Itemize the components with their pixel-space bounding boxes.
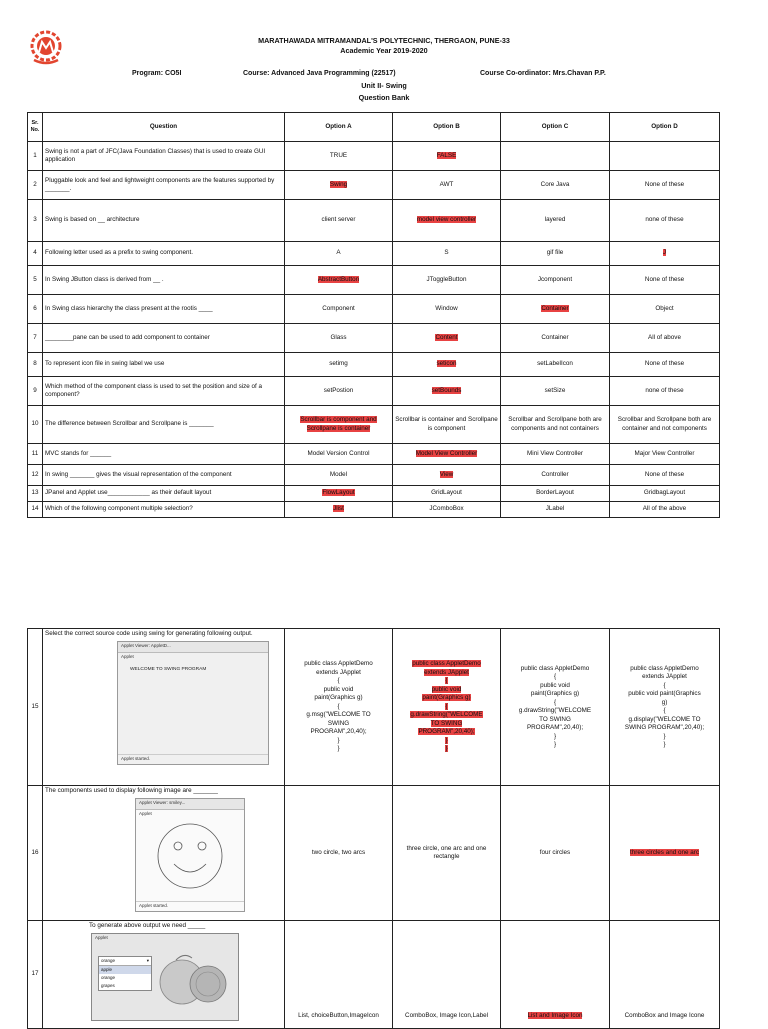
option-b	[393, 406, 501, 444]
table-row	[28, 242, 720, 266]
row-number: 12	[28, 465, 43, 486]
option-b	[393, 142, 501, 171]
option-text: Scrollbar and Scrollpane both are container and not components	[617, 416, 712, 432]
list-item: grapes	[101, 982, 115, 988]
option-c	[501, 324, 610, 353]
option-text: setimg	[329, 360, 348, 368]
question-text: In swing _______ gives the visual representation of the component	[43, 465, 285, 486]
option-a	[285, 295, 393, 324]
option-a	[285, 266, 393, 295]
option-c	[501, 142, 610, 171]
option-text: Content	[435, 333, 458, 341]
option-a	[285, 171, 393, 200]
row-number: 11	[28, 444, 43, 465]
table-row	[28, 486, 720, 502]
option-text: GridbagLayout	[643, 489, 686, 497]
option-text: FALSE	[436, 151, 457, 159]
correct-answer-highlight: List and Image Icon	[527, 1011, 583, 1019]
option-a: two circle, two arcs	[285, 786, 393, 921]
option-text: All of above	[648, 333, 681, 341]
row-number: 7	[28, 324, 43, 353]
option-text: Controller	[541, 470, 569, 478]
table-row	[28, 171, 720, 200]
option-b	[393, 266, 501, 295]
option-text: setBounds	[431, 386, 462, 394]
coordinator-label: Course Co-ordinator: Mrs.Chavan P.P.	[480, 70, 606, 77]
table-row	[28, 353, 720, 377]
option-a	[285, 377, 393, 406]
option-text: Model	[329, 470, 348, 478]
option-b	[393, 377, 501, 406]
question-text: To generate above output we need _____	[89, 922, 206, 929]
question-text: Which of the following component multiple selection?	[43, 502, 285, 518]
option-text: none of these	[645, 386, 684, 394]
table-row	[28, 465, 720, 486]
question-text: Which method of the component class is used to set the position and size of a component?	[43, 377, 285, 406]
question-text: The components used to display following image are _______	[45, 787, 218, 794]
option-text: Swing	[329, 180, 348, 188]
question-text: Pluggable look and feel and lightweight components are the features supported by _______.	[43, 171, 285, 200]
option-text: Container	[541, 333, 569, 341]
option-text: None of these	[644, 180, 685, 188]
option-c: public class AppletDemo { public void paint(Graphics g) { g.drawString("WELCOME TO SWING PROGRAM",20,40); } }	[501, 629, 610, 786]
header-option-b: Option B	[393, 113, 501, 142]
option-text: Mini View Controller	[527, 449, 583, 457]
option-d: public class AppletDemo extends JApplet { public void paint(Graphics g) { g.display("WELCOME TO SWING PROGRAM",20,40); } }	[610, 629, 720, 786]
table-row	[28, 629, 720, 786]
orange-image-icon	[154, 948, 234, 1012]
question-table	[27, 112, 720, 518]
option-c: four circles	[501, 786, 610, 921]
question-cell	[43, 786, 285, 921]
row-number: 4	[28, 242, 43, 266]
option-text: setLabelIcon	[537, 360, 573, 368]
option-c	[501, 486, 610, 502]
option-text: Jlist	[333, 505, 344, 513]
table-row	[28, 502, 720, 518]
option-text: JLabel	[545, 505, 565, 513]
applet-output-text: WELCOME TO SWING PROGRAM	[130, 666, 207, 672]
option-c	[501, 406, 610, 444]
header-question: Question	[43, 113, 285, 142]
option-a	[285, 465, 393, 486]
option-text: Object	[655, 304, 674, 312]
option-text: J	[662, 249, 667, 257]
option-c	[501, 502, 610, 518]
option-b	[393, 242, 501, 266]
question-text: MVC stands for ______	[43, 444, 285, 465]
option-d	[610, 242, 720, 266]
row-number: 1	[28, 142, 43, 171]
option-text: gif file	[546, 249, 564, 257]
option-c	[501, 377, 610, 406]
option-text: layered	[544, 216, 566, 224]
option-text: All of the above	[642, 505, 687, 513]
option-text: S	[444, 249, 449, 257]
option-c	[501, 465, 610, 486]
option-c	[501, 242, 610, 266]
header-option-c: Option C	[501, 113, 610, 142]
table-row	[28, 406, 720, 444]
row-number: 16	[28, 786, 43, 921]
option-text: GridLayout	[431, 489, 462, 497]
option-b	[393, 171, 501, 200]
option-text: Scrollbar is component and Scrollpane is container	[300, 416, 377, 432]
applet-window-image	[117, 641, 269, 765]
question-text: In Swing class hierarchy the class present at the rootis ____	[43, 295, 285, 324]
option-a: public class AppletDemo extends JApplet { public void paint(Graphics g) { g.msg("WELCOME TO SWING PROGRAM",20,40); } }	[285, 629, 393, 786]
option-c	[501, 200, 610, 242]
option-b	[393, 629, 501, 786]
option-text: Scrollbar and Scrollpane both are components and not containers	[508, 416, 602, 432]
option-text: A	[336, 249, 341, 257]
option-d	[610, 406, 720, 444]
program-label: Program: CO5I	[132, 70, 182, 77]
option-text: none of these	[645, 216, 684, 224]
option-text: AbstractButton	[317, 275, 360, 283]
option-d	[610, 200, 720, 242]
option-text: seticon	[436, 360, 457, 368]
course-label: Course: Advanced Java Programming (22517)	[243, 70, 396, 77]
option-text: Jcomponent	[537, 275, 573, 283]
option-text: AWT	[439, 180, 454, 188]
table-row	[28, 921, 720, 1029]
correct-answer-highlight: three circles and one arc	[630, 848, 699, 856]
applet-label: Applet	[95, 934, 108, 940]
list-image-applet	[91, 933, 239, 1021]
question-cell	[43, 921, 285, 1029]
option-d	[610, 266, 720, 295]
option-d	[610, 444, 720, 465]
option-d	[610, 502, 720, 518]
option-d	[610, 324, 720, 353]
unit-title: Unit II- Swing	[361, 81, 407, 90]
option-text: Glass	[330, 333, 347, 341]
option-text: TRUE	[329, 151, 348, 159]
question-table-figures	[27, 628, 720, 1029]
option-b	[393, 444, 501, 465]
table-row	[28, 266, 720, 295]
row-number: 8	[28, 353, 43, 377]
list-item: orange	[101, 974, 116, 980]
option-d	[610, 295, 720, 324]
option-c	[501, 921, 610, 1029]
option-a	[285, 200, 393, 242]
option-text: FlowLayout	[322, 489, 355, 497]
option-b: three circle, one arc and one rectangle	[393, 786, 501, 921]
option-text: Scrollbar is container and Scrollpane is component	[395, 416, 498, 432]
option-text: JComboBox	[429, 505, 464, 513]
option-text: View	[439, 470, 454, 478]
option-a	[285, 444, 393, 465]
smiley-applet-image	[135, 798, 245, 912]
question-bank-title: Question Bank	[358, 93, 410, 102]
option-b	[393, 502, 501, 518]
row-number: 15	[28, 629, 43, 786]
option-b	[393, 353, 501, 377]
applet-label: Applet	[139, 810, 152, 816]
window-title: Applet Viewer: AppletD...	[118, 642, 268, 653]
question-text: Swing is based on __ architecture	[43, 200, 285, 242]
chevron-down-icon: ▾	[146, 957, 149, 963]
header-sr-no: Sr. No.	[28, 113, 43, 142]
applet-status: Applet started.	[118, 754, 268, 763]
option-text: Window	[435, 304, 458, 312]
row-number: 17	[28, 921, 43, 1029]
option-text: JToggleButton	[426, 275, 467, 283]
option-text: Major View Controller	[634, 449, 695, 457]
option-text: None of these	[644, 360, 685, 368]
option-d	[610, 171, 720, 200]
option-text: setSize	[544, 386, 566, 394]
table-row	[28, 377, 720, 406]
option-c	[501, 295, 610, 324]
option-text: client server	[321, 216, 356, 224]
row-number: 10	[28, 406, 43, 444]
question-text: In Swing JButton class is derived from __ .	[43, 266, 285, 295]
table-row	[28, 324, 720, 353]
option-c	[501, 444, 610, 465]
question-cell	[43, 629, 285, 786]
academic-year: Academic Year 2019-2020	[340, 46, 428, 55]
option-b: ComboBox, Image Icon,Label	[393, 921, 501, 1029]
combo-list	[98, 956, 152, 991]
table-row	[28, 786, 720, 921]
row-number: 14	[28, 502, 43, 518]
question-text: To represent icon file in swing label we use	[43, 353, 285, 377]
option-text: Component	[322, 304, 355, 312]
row-number: 5	[28, 266, 43, 295]
combo-selected: orange ▾	[99, 957, 151, 966]
option-c	[501, 266, 610, 295]
option-d	[610, 142, 720, 171]
option-text: Core Java	[540, 180, 570, 188]
row-number: 9	[28, 377, 43, 406]
option-d	[610, 486, 720, 502]
option-b	[393, 486, 501, 502]
option-text: None of these	[644, 275, 685, 283]
correct-answer-highlight: public class AppletDemo extends JApplet { public void paint(Graphics g) { g.drawString("WELCOME TO SWING PROGRAM",20,40); } }	[410, 660, 483, 753]
table-row	[28, 142, 720, 171]
option-c	[501, 353, 610, 377]
option-text: BorderLayout	[536, 489, 574, 497]
option-b	[393, 200, 501, 242]
option-d	[610, 786, 720, 921]
table-row	[28, 200, 720, 242]
table-row	[28, 444, 720, 465]
question-text: ________pane can be used to add component to container	[43, 324, 285, 353]
option-text: None of these	[644, 470, 685, 478]
applet-label: Applet	[121, 653, 134, 659]
option-c	[501, 171, 610, 200]
smiley-face-icon	[136, 818, 244, 898]
option-text: Model View Controller	[415, 449, 478, 457]
option-text: Model Version Control	[307, 449, 370, 457]
row-number: 13	[28, 486, 43, 502]
institute-name: MARATHAWADA MITRAMANDAL'S POLYTECHNIC, THERGAON, PUNE-33	[258, 36, 510, 45]
header-option-d: Option D	[610, 113, 720, 142]
option-d	[610, 465, 720, 486]
question-text: Swing is not a part of JFC(Java Foundation Classes) that is used to create GUI application	[43, 142, 285, 171]
table-row	[28, 295, 720, 324]
option-a	[285, 242, 393, 266]
row-number: 2	[28, 171, 43, 200]
question-text: JPanel and Applet use____________ as their default layout	[43, 486, 285, 502]
option-a	[285, 502, 393, 518]
option-b	[393, 465, 501, 486]
option-a	[285, 353, 393, 377]
option-a	[285, 324, 393, 353]
question-text: Select the correct source code using swing for generating following output.	[45, 630, 253, 637]
option-text: Container	[541, 304, 569, 312]
option-a: List, choiceButton,ImageIcon	[285, 921, 393, 1029]
question-text: Following letter used as a prefix to swing component.	[43, 242, 285, 266]
option-b	[393, 295, 501, 324]
option-d	[610, 377, 720, 406]
option-text: setPostion	[323, 386, 354, 394]
row-number: 6	[28, 295, 43, 324]
option-b	[393, 324, 501, 353]
option-a	[285, 486, 393, 502]
header-option-a: Option A	[285, 113, 393, 142]
option-text: model view controller	[416, 216, 477, 224]
question-text: The difference between Scrollbar and Scrollpane is _______	[43, 406, 285, 444]
list-item: apple	[99, 966, 151, 974]
option-a	[285, 406, 393, 444]
option-d	[610, 353, 720, 377]
row-number: 3	[28, 200, 43, 242]
window-title: Applet Viewer: smiley...	[136, 799, 244, 810]
option-d: ComboBox and Image Icone	[610, 921, 720, 1029]
applet-status: Applet started.	[136, 901, 244, 910]
option-a	[285, 142, 393, 171]
